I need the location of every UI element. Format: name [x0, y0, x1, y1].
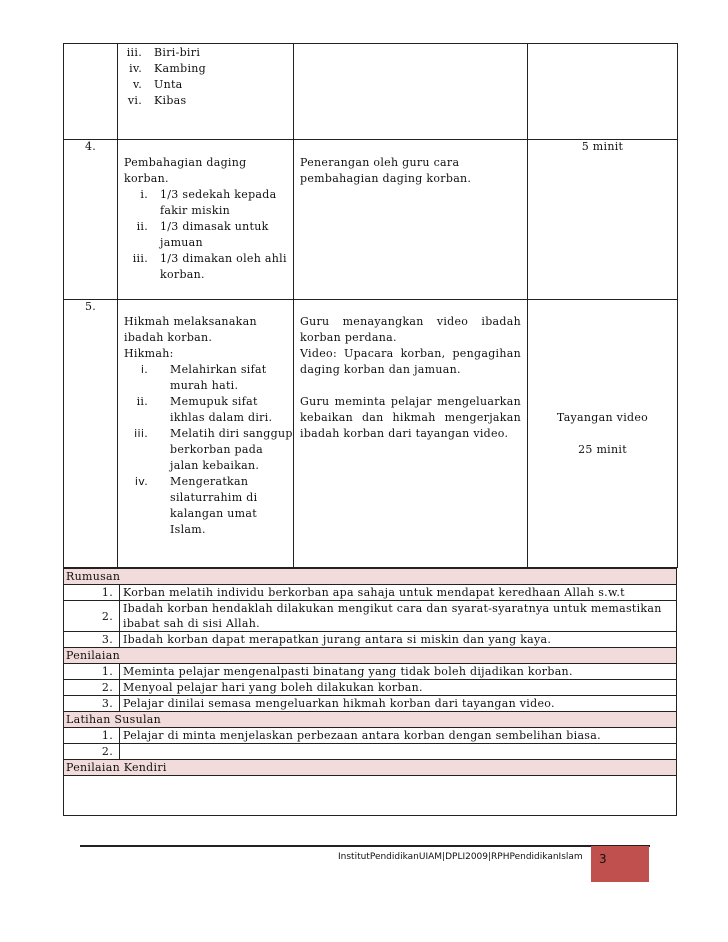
- content-title: Pembahagian daging korban.: [124, 156, 247, 185]
- animal-list: [118, 45, 293, 109]
- table-row: 2. Menyoal pelajar hari yang boleh dilakukan korban.: [64, 680, 677, 696]
- note-cell: [528, 300, 678, 568]
- rumusan-heading: Rumusan: [64, 569, 677, 585]
- list-item: iii. 1/3 dimakan oleh ahli korban.: [132, 252, 287, 281]
- activity-text-2: Video: Upacara korban, pengagihan daging korban dan jamuan.: [300, 347, 521, 376]
- activity-text-1: Guru menayangkan video ibadah korban perdana.: [300, 315, 521, 344]
- table-row: 1. Meminta pelajar mengenalpasti binatang yang tidak boleh dijadikan korban.: [64, 664, 677, 680]
- content-cell: [118, 300, 294, 568]
- time-note: 5 minit: [528, 140, 678, 300]
- content-cell: [118, 140, 294, 300]
- content-sub: Hikmah:: [124, 347, 174, 360]
- summary-table: [63, 568, 677, 816]
- row-number: 5.: [64, 300, 118, 568]
- list-item: vi. Kibas: [127, 94, 187, 107]
- table-row-5: [64, 300, 678, 568]
- latihan-heading: Latihan Susulan: [64, 712, 677, 728]
- time-note: 25 minit: [578, 443, 627, 456]
- table-row: 2. Ibadah korban hendaklah dilakukan mengikut cara dan syarat-syaratnya untuk memastikan ibabat sah di sisi Allah.: [64, 601, 677, 632]
- footer-divider: [80, 845, 650, 847]
- table-row-continued: [64, 44, 678, 140]
- table-row: 3. Ibadah korban dapat merapatkan jurang antara si miskin dan yang kaya.: [64, 632, 677, 648]
- page-number: 3: [591, 846, 649, 882]
- activity-cell: [294, 44, 528, 140]
- lesson-plan-page: [63, 43, 677, 816]
- row-number: 4.: [64, 140, 118, 300]
- penilaian-heading: Penilaian: [64, 648, 677, 664]
- list-item: ii. 1/3 dimasak untuk jamuan: [136, 220, 269, 249]
- lesson-table: [63, 43, 678, 568]
- note-cell: [528, 44, 678, 140]
- content-title: Hikmah melaksanakan ibadah korban.: [124, 315, 257, 344]
- kendiri-heading: Penilaian Kendiri: [64, 760, 677, 776]
- activity-cell: [294, 140, 528, 300]
- content-cell: [118, 44, 294, 140]
- table-row: 1. Korban melatih individu berkorban apa sahaja untuk mendapat keredhaan Allah s.w.t: [64, 585, 677, 601]
- table-row: 1. Pelajar di minta menjelaskan perbezaan antara korban dengan sembelihan biasa.: [64, 728, 677, 744]
- list-item: i. Melahirkan sifat murah hati.: [140, 363, 267, 392]
- hikmah-list: [118, 362, 293, 538]
- list-item: v. Unta: [132, 78, 183, 91]
- list-item: iv. Mengeratkan silaturrahim di kalangan umat Islam.: [134, 475, 258, 536]
- media-note: Tayangan video: [556, 411, 649, 424]
- list-item: iii. Biri-biri: [126, 46, 201, 59]
- table-row: 2.: [64, 744, 677, 760]
- footer-text: InstitutPendidikanUIAM|DPLI2009|RPHPendidikanIslam: [338, 852, 583, 862]
- distribution-list: [118, 187, 293, 283]
- list-item: i. 1/3 sedekah kepada fakir miskin: [140, 188, 277, 217]
- kendiri-blank-row: [64, 776, 677, 816]
- number-cell: [64, 44, 118, 140]
- table-row-4: [64, 140, 678, 300]
- list-item: iii. Melatih diri sanggup berkorban pada jalan kebaikan.: [134, 427, 293, 472]
- table-row: 3. Pelajar dinilai semasa mengeluarkan hikmah korban dari tayangan video.: [64, 696, 677, 712]
- list-item: iv. Kambing: [129, 62, 206, 75]
- activity-cell: [294, 300, 528, 568]
- activity-text: Penerangan oleh guru cara pembahagian daging korban.: [300, 156, 472, 185]
- list-item: ii. Memupuk sifat ikhlas dalam diri.: [136, 395, 273, 424]
- activity-text-3: Guru meminta pelajar mengeluarkan kebaikan dan hikmah mengerjakan ibadah korban dari tayangan video.: [300, 395, 521, 440]
